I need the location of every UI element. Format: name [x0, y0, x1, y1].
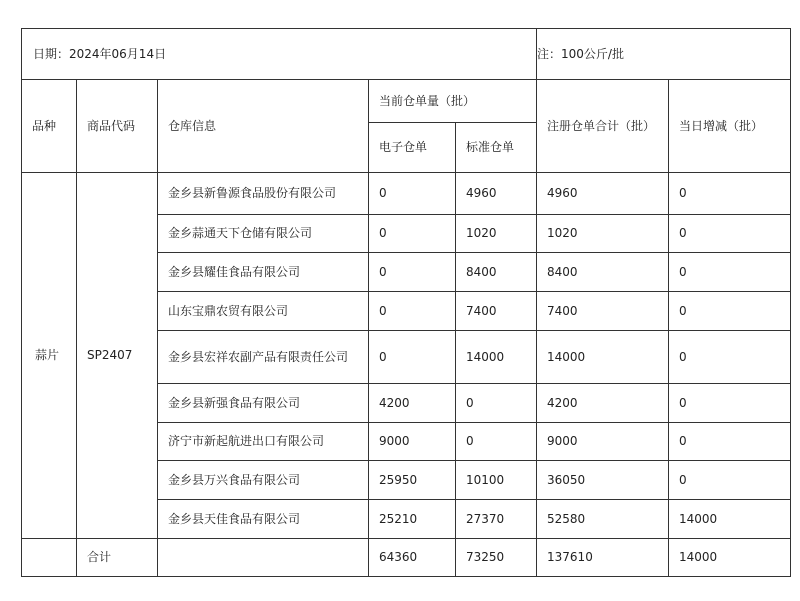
electronic-cell: 25210 — [369, 500, 456, 539]
summary-warehouse-blank — [158, 539, 369, 577]
change-cell: 0 — [669, 461, 791, 500]
standard-cell: 4960 — [456, 173, 537, 215]
change-cell: 0 — [669, 331, 791, 384]
total-cell: 1020 — [537, 215, 669, 253]
warehouse-cell: 金乡蒜通天下仓储有限公司 — [158, 215, 369, 253]
header-current-group: 当前仓单量（批） — [369, 80, 537, 123]
electronic-cell: 0 — [369, 215, 456, 253]
total-cell: 52580 — [537, 500, 669, 539]
warehouse-cell: 济宁市新起航进出口有限公司 — [158, 423, 369, 461]
date-label: 日期：2024年06月14日 — [22, 29, 537, 80]
electronic-cell: 9000 — [369, 423, 456, 461]
standard-cell: 14000 — [456, 331, 537, 384]
header-electronic: 电子仓单 — [369, 123, 456, 173]
change-cell: 0 — [669, 253, 791, 292]
total-cell: 8400 — [537, 253, 669, 292]
header-warehouse: 仓库信息 — [158, 80, 369, 173]
summary-label: 合计 — [77, 539, 158, 577]
electronic-cell: 0 — [369, 292, 456, 331]
summary-standard: 73250 — [456, 539, 537, 577]
total-cell: 14000 — [537, 331, 669, 384]
change-cell: 0 — [669, 384, 791, 423]
total-cell: 4960 — [537, 173, 669, 215]
standard-cell: 8400 — [456, 253, 537, 292]
date-note-row — [22, 29, 791, 80]
summary-total: 137610 — [537, 539, 669, 577]
change-cell: 14000 — [669, 500, 791, 539]
change-cell: 0 — [669, 423, 791, 461]
product-code-cell: SP2407 — [77, 173, 158, 539]
warehouse-receipt-table — [21, 28, 791, 577]
total-cell: 9000 — [537, 423, 669, 461]
total-cell: 7400 — [537, 292, 669, 331]
total-cell: 36050 — [537, 461, 669, 500]
standard-cell: 0 — [456, 423, 537, 461]
electronic-cell: 0 — [369, 253, 456, 292]
change-cell: 0 — [669, 215, 791, 253]
warehouse-cell: 金乡县新鲁源食品股份有限公司 — [158, 173, 369, 215]
unit-note: 注：100公斤/批 — [537, 29, 791, 80]
electronic-cell: 25950 — [369, 461, 456, 500]
header-standard: 标准仓单 — [456, 123, 537, 173]
table-row — [22, 173, 791, 215]
summary-row — [22, 539, 791, 577]
column-header-row-1 — [22, 80, 791, 123]
standard-cell: 27370 — [456, 500, 537, 539]
warehouse-cell: 金乡县宏祥农副产品有限责任公司 — [158, 331, 369, 384]
variety-cell: 蒜片 — [22, 173, 77, 539]
warehouse-cell: 金乡县天佳食品有限公司 — [158, 500, 369, 539]
warehouse-receipt-sheet — [21, 28, 791, 577]
electronic-cell: 0 — [369, 173, 456, 215]
warehouse-cell: 山东宝鼎农贸有限公司 — [158, 292, 369, 331]
header-total: 注册仓单合计（批） — [537, 80, 669, 173]
header-change: 当日增减（批） — [669, 80, 791, 173]
standard-cell: 0 — [456, 384, 537, 423]
warehouse-cell: 金乡县耀佳食品有限公司 — [158, 253, 369, 292]
header-variety: 品种 — [22, 80, 77, 173]
warehouse-cell: 金乡县新强食品有限公司 — [158, 384, 369, 423]
summary-electronic: 64360 — [369, 539, 456, 577]
warehouse-cell: 金乡县万兴食品有限公司 — [158, 461, 369, 500]
total-cell: 4200 — [537, 384, 669, 423]
summary-blank-cell — [22, 539, 77, 577]
summary-change: 14000 — [669, 539, 791, 577]
standard-cell: 7400 — [456, 292, 537, 331]
change-cell: 0 — [669, 292, 791, 331]
electronic-cell: 4200 — [369, 384, 456, 423]
standard-cell: 10100 — [456, 461, 537, 500]
standard-cell: 1020 — [456, 215, 537, 253]
electronic-cell: 0 — [369, 331, 456, 384]
header-code: 商品代码 — [77, 80, 158, 173]
change-cell: 0 — [669, 173, 791, 215]
